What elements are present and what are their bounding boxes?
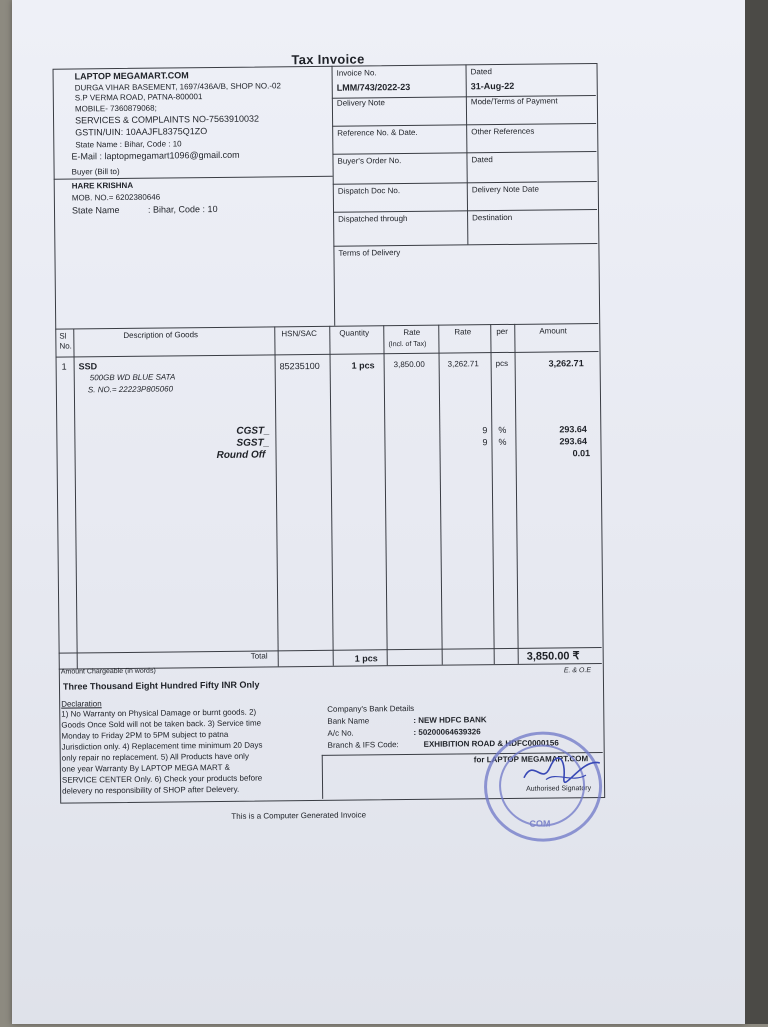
total-label: Total bbox=[250, 651, 268, 661]
total-quantity: 1 pcs bbox=[354, 653, 378, 664]
col-header-rate-incl: Rate bbox=[403, 327, 421, 338]
invoice-date: 31-Aug-22 bbox=[470, 80, 515, 92]
seller-services: SERVICES & COMPLAINTS NO-7563910032 bbox=[75, 113, 260, 126]
sgst-label: SGST_ bbox=[236, 437, 270, 449]
col-header-quantity: Quantity bbox=[339, 328, 370, 338]
col-header-rate-incl-sub: (Incl. of Tax) bbox=[388, 340, 427, 349]
declaration-label: Declaration bbox=[61, 699, 102, 709]
declaration-line: Goods Once Sold will not be taken back. 3) Service time bbox=[61, 718, 262, 730]
dated-2: Dated bbox=[471, 155, 493, 165]
sgst-percent: % bbox=[498, 436, 507, 448]
seller-address: S.P VERMA ROAD, PATNA-800001 bbox=[74, 92, 203, 103]
destination: Destination bbox=[472, 212, 513, 223]
authorised-signatory: Authorised Signatory bbox=[526, 785, 592, 793]
account-no-label: A/c No. bbox=[327, 728, 354, 738]
seller-gstin: GSTIN/UIN: 10AAJFL8375Q1ZO bbox=[75, 126, 208, 138]
col-header-hsn: HSN/SAC bbox=[281, 328, 317, 339]
item-name: SSD bbox=[78, 361, 98, 372]
seller-name: LAPTOP MEGAMART.COM bbox=[74, 70, 189, 82]
declaration-line: Monday to Friday 2PM to 5PM subject to patna bbox=[61, 729, 229, 741]
bank-details-label: Company's Bank Details bbox=[327, 703, 415, 714]
col-header-rate: Rate bbox=[454, 327, 472, 337]
bank-name: : NEW HDFC BANK bbox=[413, 715, 487, 725]
declaration-line: Jurisdiction only. 4) Replacement time minimum 20 Days bbox=[61, 740, 263, 752]
col-header-sl: Sl bbox=[59, 331, 67, 341]
invoice-no-label: Invoice No. bbox=[336, 68, 377, 78]
item-quantity: 1 pcs bbox=[351, 360, 375, 371]
item-description: 500GB WD BLUE SATA bbox=[89, 372, 176, 383]
declaration-line: delevery no responsibility of SHOP after Delevery. bbox=[62, 784, 240, 796]
col-header-per: per bbox=[496, 326, 508, 337]
col-header-amount: Amount bbox=[539, 326, 567, 336]
footer-note: This is a Computer Generated Invoice bbox=[231, 810, 367, 821]
invoice-frame bbox=[53, 63, 606, 804]
sgst-amount: 293.64 bbox=[559, 436, 588, 447]
amount-in-words: Three Thousand Eight Hundred Fifty INR Only bbox=[62, 679, 260, 692]
invoice-content bbox=[8, 0, 752, 1027]
signature bbox=[516, 749, 606, 790]
terms-of-delivery: Terms of Delivery bbox=[338, 248, 401, 258]
item-per: pcs bbox=[495, 358, 509, 369]
cgst-rate: 9 bbox=[482, 425, 488, 436]
declaration-line: 1) No Warranty on Physical Damage or burnt goods. 2) bbox=[61, 707, 257, 719]
roundoff-amount: 0.01 bbox=[572, 448, 591, 459]
dated-label: Dated bbox=[470, 67, 492, 77]
for-company: for LAPTOP MEGAMART.COM bbox=[473, 754, 589, 765]
account-no: : 50200064639326 bbox=[413, 727, 481, 737]
mode-terms: Mode/Terms of Payment bbox=[470, 96, 558, 107]
buyer-state: : Bihar, Code : 10 bbox=[147, 203, 218, 215]
reference-no: Reference No. & Date. bbox=[337, 127, 418, 138]
seller-address: DURGA VIHAR BASEMENT, 1697/436A/B, SHOP NO.-02 bbox=[74, 81, 281, 93]
buyers-order: Buyer's Order No. bbox=[337, 156, 402, 166]
invoice-paper bbox=[12, 0, 745, 1024]
branch-ifsc: EXHIBITION ROAD & HDFC0000156 bbox=[423, 738, 559, 749]
buyer-label: Buyer (Bill to) bbox=[71, 167, 120, 177]
seller-mobile: MOBILE- 7360879068; bbox=[74, 103, 157, 114]
invoice-no: LMM/743/2022-23 bbox=[336, 81, 411, 93]
invoice-title: Tax Invoice bbox=[291, 51, 365, 68]
item-sl: 1 bbox=[61, 361, 67, 372]
buyer-state-label: State Name bbox=[71, 205, 120, 216]
declaration-line: SERVICE CENTER Only. 6) Check your products before bbox=[61, 773, 263, 785]
roundoff-label: Round Off bbox=[216, 449, 266, 462]
dispatched-through: Dispatched through bbox=[338, 213, 408, 224]
declaration-line: one year Warranty By LAPTOP MEGA MART & bbox=[61, 762, 230, 774]
total-amount: 3,850.00 ₹ bbox=[526, 650, 580, 663]
sgst-rate: 9 bbox=[482, 437, 488, 448]
item-rate: 3,262.71 bbox=[447, 359, 479, 369]
branch-label: Branch & IFS Code: bbox=[327, 740, 399, 750]
eoe: E. & O.E bbox=[563, 667, 592, 675]
col-header-no: No. bbox=[59, 341, 72, 351]
item-amount: 3,262.71 bbox=[548, 358, 584, 369]
delivery-note-date: Delivery Note Date bbox=[471, 184, 539, 195]
col-header-description: Description of Goods bbox=[123, 330, 199, 340]
dispatch-doc: Dispatch Doc No. bbox=[337, 186, 401, 196]
delivery-note: Delivery Note bbox=[336, 98, 385, 108]
bank-name-label: Bank Name bbox=[327, 716, 370, 726]
item-hsn: 85235100 bbox=[279, 360, 320, 372]
item-serial: S. NO.= 22223P805060 bbox=[87, 384, 174, 395]
cgst-amount: 293.64 bbox=[559, 424, 587, 435]
declaration-line: only repair no replacement. 5) All Products have only bbox=[61, 751, 249, 763]
company-stamp: COM bbox=[483, 731, 602, 842]
item-rate-incl: 3,850.00 bbox=[393, 359, 425, 370]
other-references: Other References bbox=[471, 126, 535, 137]
seller-email: E-Mail : laptopmegamart1096@gmail.com bbox=[71, 149, 240, 162]
amount-words-label: Amount Chargeable (in words) bbox=[60, 667, 156, 676]
cgst-label: CGST_ bbox=[236, 425, 270, 437]
buyer-mobile: MOB. NO.= 6202380646 bbox=[71, 192, 161, 203]
background-edge bbox=[745, 0, 768, 1024]
seller-state: State Name : Bihar, Code : 10 bbox=[75, 139, 182, 150]
cgst-percent: % bbox=[498, 424, 507, 436]
buyer-name: HARE KRISHNA bbox=[71, 180, 134, 191]
